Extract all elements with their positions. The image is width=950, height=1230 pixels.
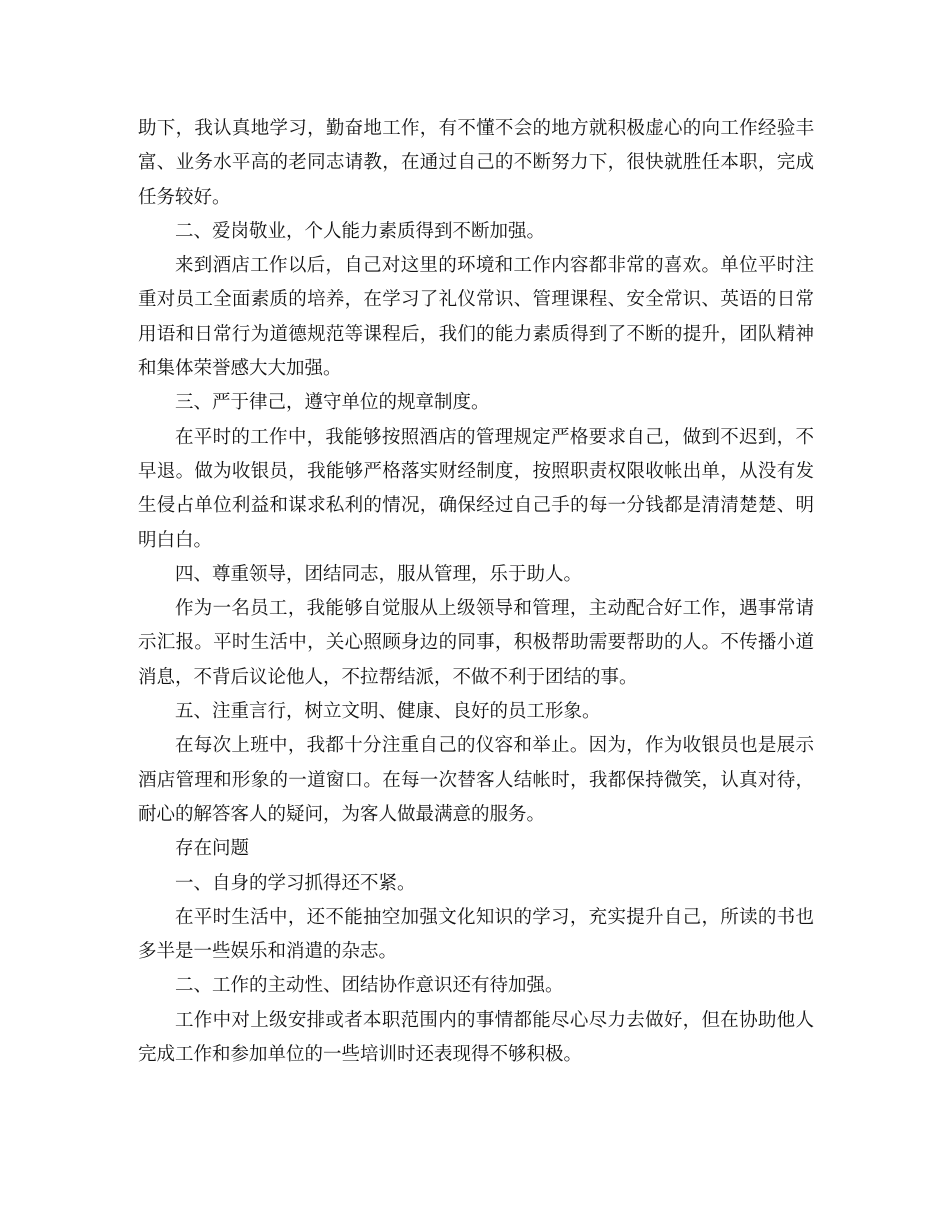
problem-heading-1: 一、自身的学习抓得还不紧。 bbox=[175, 872, 416, 894]
paragraph: 在每次上班中，我都十分注重自己的仪容和举止。因为，作为收银员也是展示酒店管理和形象的一道窗口。在每一次替客人结帐时，我都保持微笑，认真对待，耐心的解答客人的疑问，为客人做最满意的服务。 bbox=[138, 735, 814, 825]
paragraph: 在平时生活中，还不能抽空加强文化知识的学习，充实提升自己，所读的书也多半是一些娱乐和消遣的杂志。 bbox=[138, 906, 814, 963]
paragraph: 来到酒店工作以后，自己对这里的环境和工作内容都非常的喜欢。单位平时注重对员工全面素质的培养，在学习了礼仪常识、管理课程、安全常识、英语的日常用语和日常行为道德规范等课程后，我们的能力素质得到了不断的提升，团队精神和集体荣誉感大大加强。 bbox=[138, 255, 814, 380]
section-heading-2: 二、爱岗敬业，个人能力素质得到不断加强。 bbox=[175, 220, 546, 242]
section-heading-4: 四、尊重领导，团结同志，服从管理，乐于助人。 bbox=[175, 563, 583, 585]
section-heading-5: 五、注重言行，树立文明、健康、良好的员工形象。 bbox=[175, 701, 601, 723]
paragraph: 作为一名员工，我能够自觉服从上级领导和管理，主动配合好工作，遇事常请示汇报。平时生活中，关心照顾身边的同事，积极帮助需要帮助的人。不传播小道消息，不背后议论他人，不拉帮结派，不做不利于团结的事。 bbox=[138, 598, 814, 688]
document-body bbox=[138, 112, 814, 1072]
problem-heading-2: 二、工作的主动性、团结协作意识还有待加强。 bbox=[175, 975, 564, 997]
paragraph-continuation: 助下，我认真地学习，勤奋地工作，有不懂不会的地方就积极虚心的向工作经验丰富、业务水平高的老同志请教，在通过自己的不断努力下，很快就胜任本职，完成任务较好。 bbox=[138, 118, 814, 208]
section-title-problems: 存在问题 bbox=[175, 838, 250, 860]
paragraph: 工作中对上级安排或者本职范围内的事情都能尽心尽力去做好，但在协助他人完成工作和参加单位的一些培训时还表现得不够积极。 bbox=[138, 1009, 814, 1066]
paragraph: 在平时的工作中，我能够按照酒店的管理规定严格要求自己，做到不迟到，不早退。做为收银员，我能够严格落实财经制度，按照职责权限收帐出单，从没有发生侵占单位利益和谋求私利的情况，确保经过自己手的每一分钱都是清清楚楚、明明白白。 bbox=[138, 426, 814, 551]
section-heading-3: 三、严于律己，遵守单位的规章制度。 bbox=[175, 392, 490, 414]
